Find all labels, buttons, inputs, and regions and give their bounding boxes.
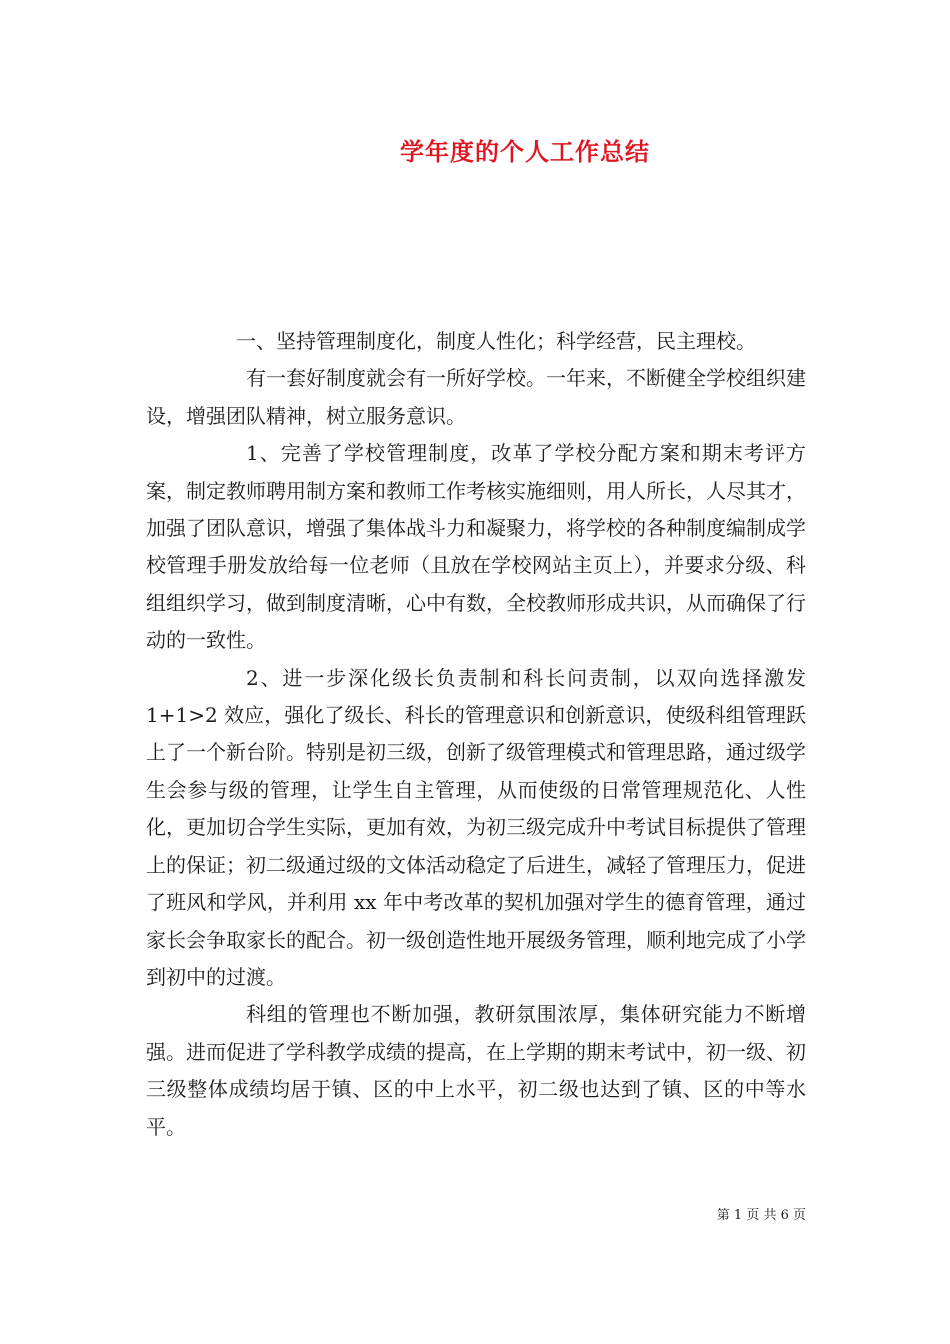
document-body xyxy=(146,323,806,1146)
paragraph-subject-groups: 科组的管理也不断加强，教研氛围浓厚，集体研究能力不断增强。进而促进了学科教学成绩的提高，在上学期的期末考试中，初一级、初三级整体成绩均居于镇、区的中上水平，初二级也达到了镇、区的中等水平。 xyxy=(146,1002,806,1139)
document-title: 学年度的个人工作总结 xyxy=(400,138,650,166)
page-number: 第 1 页 共 6 页 xyxy=(716,1208,806,1223)
paragraph-intro: 有一套好制度就会有一所好学校。一年来，不断健全学校组织建设，增强团队精神，树立服务意识。 xyxy=(146,366,806,428)
paragraph-item-2: 2、进一步深化级长负责制和科长问责制，以双向选择激发 1+1>2 效应，强化了级长、科长的管理意识和创新意识，使级科组管理跃上了一个新台阶。特别是初三级，创新了级管理模式和管理思路，通过级学生会参与级的管理，让学生自主管理，从而使级的日常管理规范化、人性化，更加切合学生实际，更加有效，为初三级完成升中考试目标提供了管理上的保证；初二级通过级的文体活动稳定了后进生，减轻了管理压力，促进了班风和学风，并利用 xx 年中考改革的契机加强对学生的德育管理，通过家长会争取家长的配合。初一级创造性地开展级务管理，顺利地完成了小学到初中的过渡。 xyxy=(146,665,806,989)
section-heading: 一、坚持管理制度化，制度人性化；科学经营，民主理校。 xyxy=(236,329,756,353)
paragraph-item-1: 1、完善了学校管理制度，改革了学校分配方案和期末考评方案，制定教师聘用制方案和教师工作考核实施细则，用人所长，人尽其才，加强了团队意识，增强了集体战斗力和凝聚力，将学校的各种制度编制成学校管理手册发放给每一位老师（且放在学校网站主页上），并要求分级、科组组织学习，做到制度清晰，心中有数，全校教师形成共识，从而确保了行动的一致性。 xyxy=(146,441,806,653)
